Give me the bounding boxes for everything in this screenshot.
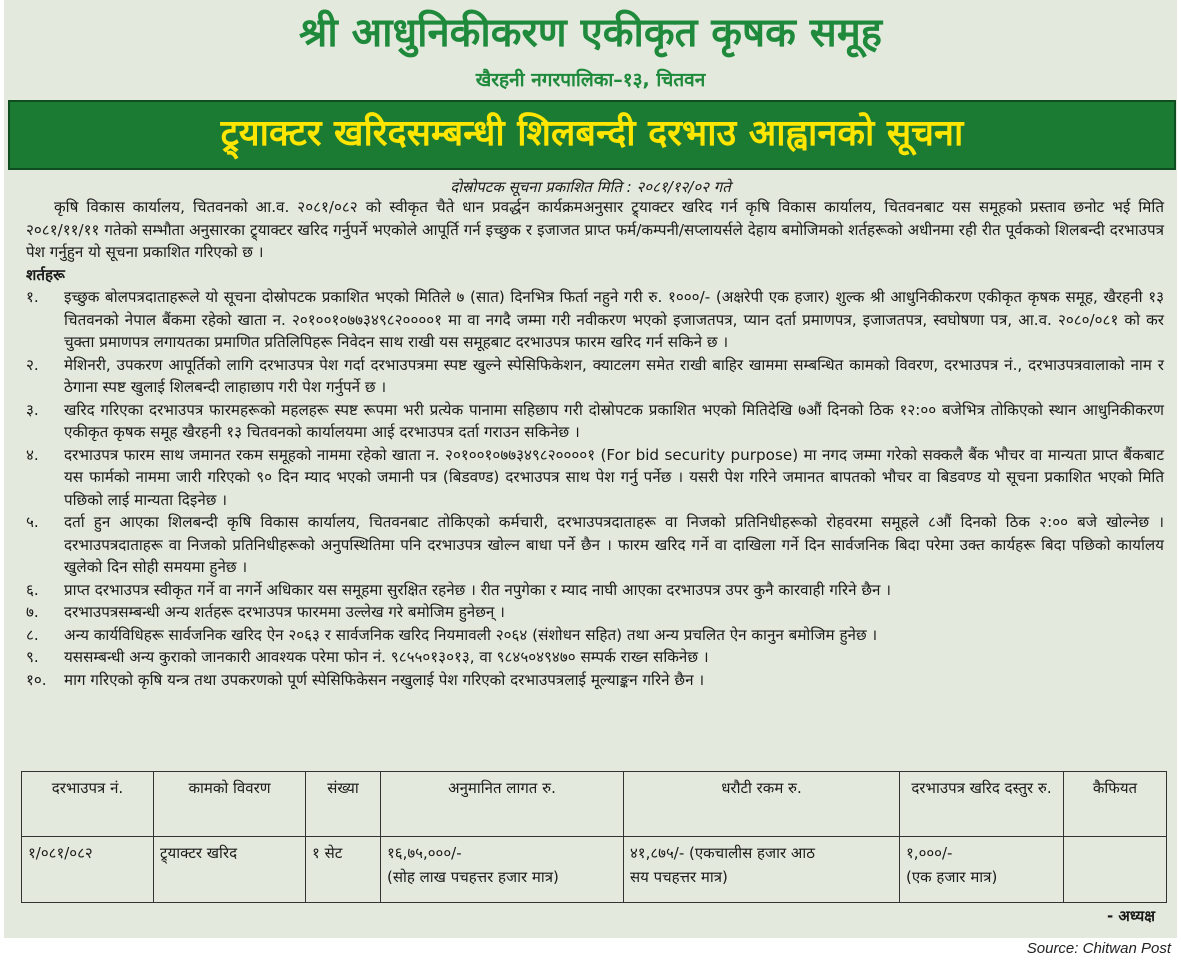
table-header-row [22, 772, 1167, 837]
conditions-list [26, 286, 1164, 691]
condition-item [26, 399, 1164, 444]
cell-estimated-cost [381, 837, 624, 903]
intro-paragraph: कृषि विकास कार्यालय, चितवनको आ.व. २०८१/०८२ को स्वीकृत चैते धान प्रवर्द्धन कार्यक्रमअनुसार ट्र्याक्टर खरिद गर्न कृषि विकास कार्यालय, चितवनबाट यस समूहको प्रस्ताव छनोट भई मिति २०८१/११/११ गतेको सम्भौता अनुसारका ट्र्याक्टर खरिद गर्नुपर्ने भएकोले आपूर्ति गर्न इच्छुक र इजाजत प्राप्त फर्म/कम्पनी/सप्लायर्सले देहाय बमोजिमको शर्तहरूको अधीनमा रही रीत पूर्वकको शिलबन्दी दरभाउपत्र पेश गर्नुहुन यो सूचना प्रकाशित गरिएको छ । [26, 198, 1164, 261]
condition-item [26, 354, 1164, 399]
cell-quantity: १ सेट [306, 837, 381, 903]
deposit-figure: ४१,८७५/- (एकचालीस हजार आठ [630, 844, 815, 862]
cell-description: ट्र्याक्टर खरिद [154, 837, 306, 903]
condition-text: दरभाउपत्रसम्बन्धी अन्य शर्तहरू दरभाउपत्र फारममा उल्लेख गरे बमोजिम हुनेछन् । [64, 603, 505, 621]
condition-text: दरभाउपत्र फारम साथ जमानत रकम समूहको नाममा रहेको खाता न. २०१००१०७७३४९८२००००१ (For bid security purpose) मा नगद जम्मा गरेको सक्कलै बैंक भौचर वा मान्यता प्राप्त बैंकबाट यस फार्मको नाममा जारी गरिएको ९० दिन म्याद भएको जमानी पत्र (बिडवण्ड) दरभाउपत्र साथ पेश गर्नु पर्नेछ । यसरी पेश गरिने जमानत बापतको भौचर वा बिडवण्ड यो सूचना प्रकाशित भएको मिति पछिको लाई मान्यता दिइनेछ । [64, 445, 1164, 509]
condition-text: माग गरिएको कृषि यन्त्र तथा उपकरणको पूर्ण स्पेसिफिकेसन नखुलाई पेश गरिएको दरभाउपत्रलाई मूल्याङ्कन गरिने छैन । [64, 670, 705, 689]
condition-number: ९. [26, 648, 39, 666]
condition-number: ६. [26, 580, 39, 599]
condition-item [26, 669, 1164, 692]
condition-item [26, 579, 1164, 602]
header-fee: दरभाउपत्र खरिद दस्तुर रु. [900, 772, 1064, 837]
condition-item [26, 646, 1164, 669]
condition-text: खरिद गरिएका दरभाउपत्र फारमहरूको महलहरू स्पष्ट रूपमा भरी प्रत्येक पानामा सहिछाप गरी दोस्रोपटक प्रकाशित भएको मितिदेखि ७औं दिनको ठिक १२:०० बजेभित्र तोकिएको स्थान आधुनिकीकरण एकीकृत कृषक समूह खैरहनी १३ चितवनको कार्यालयमा आई दरभाउपत्र दर्ता गराउन सकिनेछ । [64, 400, 1164, 441]
condition-text: दर्ता हुन आएका शिलबन्दी कृषि विकास कार्यालय, चितवनबाट तोकिएको कर्मचारी, दरभाउपत्रदाताहरू वा निजको प्रतिनिधीहरूको रोहवरमा समूहले ८औं दिनको ठिक २:०० बजे खोल्नेछ । दरभाउपत्रदाताहरू वा निजको प्रतिनिधीहरूको अनुपस्थितिमा पनि दरभाउपत्र खोल्न बाधा पर्ने छैन । फारम खरिद गर्ने वा दाखिला गर्ने दिन सार्वजनिक बिदा परेमा उक्त कार्यहरू बिदा पछिको कार्यालय खुलेको दिन सोही समयमा हुनेछ । [64, 513, 1164, 576]
fee-figure: १,०००/- [906, 844, 953, 862]
condition-text: अन्य कार्यविधिहरू सार्वजनिक खरिद ऐन २०६३ र सार्वजनिक खरिद नियमावली २०६४ (संशोधन सहित) तथा अन्य प्रचलित ऐन कानुन बमोजिम हुनेछ । [64, 625, 878, 644]
cell-fee [900, 837, 1064, 903]
condition-item [26, 286, 1164, 354]
condition-number: ८. [26, 625, 39, 644]
group-address: खैरहनी नगरपालिका–१३, चितवन [475, 69, 706, 91]
deposit-words: सय पचहत्तर मात्र) [630, 868, 728, 886]
header-deposit: धरौटी रकम रु. [624, 772, 900, 837]
estimated-cost-figure: १६,७५,०००/- [387, 844, 462, 862]
notice-sheet [4, 0, 1177, 963]
condition-text: मेशिनरी, उपकरण आपूर्तिको लागि दरभाउपत्र पेश गर्दा दरभाउपत्रमा स्पष्ट खुल्ने स्पेसिफिकेशन, क्याटलग समेत राखी बाहिर खाममा सम्बन्धित कामको विवरण, दरभाउपत्र नं., दरभाउपत्रवालाको नाम र ठेगाना स्पष्ट खुलाई शिलबन्दी लाहाछाप गरी पेश गर्नुपर्ने छ । [64, 355, 1164, 396]
condition-item [26, 511, 1164, 579]
header-remarks: कैफियत [1064, 772, 1167, 837]
cell-remarks [1064, 837, 1167, 903]
condition-number: ३. [26, 400, 39, 419]
header-description: कामको विवरण [154, 772, 306, 837]
condition-number: ४. [26, 445, 39, 464]
cell-bid-number: १/०८१/०८२ [22, 837, 154, 903]
condition-item [26, 624, 1164, 647]
conditions-heading: शर्तहरू [26, 265, 65, 284]
condition-number: १०. [26, 670, 47, 689]
header-bid-number: दरभाउपत्र नं. [22, 772, 154, 837]
header-quantity: संख्या [306, 772, 381, 837]
condition-text: इच्छुक बोलपत्रदाताहरूले यो सूचना दोस्रोपटक प्रकाशित भएको मितिले ७ (सात) दिनभित्र फिर्ता नहुने गरी रु. १०००/- (अक्षरेपी एक हजार) शुल्क श्री आधुनिकीकरण एकीकृत कृषक समूह, खैरहनी १३ चितवनको नेपाल बैंकमा रहेको खाता न. २०१००१०७७३४९८२००००१ मा वा नगदै जम्मा गरी नवीकरण भएको इजाजतपत्र, प्यान दर्ता प्रमाणपत्र, इजाजतपत्र, स्वघोषणा पत्र, आ.व. २०८०/०८१ को कर चुक्ता प्रमाणपत्र लगायतका प्रमाणित प्रतिलिपिहरू निवेदन साथ राखी यस समूहबाट दरभाउपत्र फारम खरिद गर्न सकिने छ । [64, 288, 1164, 351]
condition-text: प्राप्त दरभाउपत्र स्वीकृत गर्ने वा नगर्ने अधिकार यस समूहमा सुरक्षित रहनेछ । रीत नपुगेका र म्याद नाघी आएका दरभाउपत्र उपर कुनै कारवाही गरिने छैन । [64, 580, 891, 599]
publication-date: दोस्रोपटक सूचना प्रकाशित मिति : २०८१/१२/०२ गते [450, 178, 731, 196]
header-estimated-cost: अनुमानित लागत रु. [381, 772, 624, 837]
tender-table [21, 771, 1167, 903]
condition-number: २. [26, 355, 39, 374]
condition-number: १. [26, 288, 39, 306]
table-row [22, 837, 1167, 903]
source-credit: Source: Chitwan Post [1026, 940, 1171, 957]
cell-deposit [624, 837, 900, 903]
estimated-cost-words: (सोह लाख पचहत्तर हजार मात्र) [387, 868, 559, 886]
signatory: - अध्यक्ष [1106, 907, 1155, 925]
condition-item [26, 444, 1164, 512]
notice-title-banner: ट्र्याक्टर खरिदसम्बन्धी शिलबन्दी दरभाउ आह्वानको सूचना [8, 100, 1176, 170]
fee-words: (एक हजार मात्र) [906, 868, 998, 886]
condition-text: यससम्बन्धी अन्य कुराको जानकारी आवश्यक परेमा फोन नं. ९८५५०१३०१३, वा ९८४५०४९४७० सम्पर्क राख्न सकिनेछ । [64, 648, 709, 666]
condition-item [26, 601, 1164, 624]
condition-number: ५. [26, 513, 39, 531]
notice-body [26, 196, 1164, 691]
condition-number: ७. [26, 603, 39, 621]
group-name-heading: श्री आधुनिकीकरण एकीकृत कृषक समूह [299, 10, 882, 56]
source-footer [0, 938, 1181, 963]
